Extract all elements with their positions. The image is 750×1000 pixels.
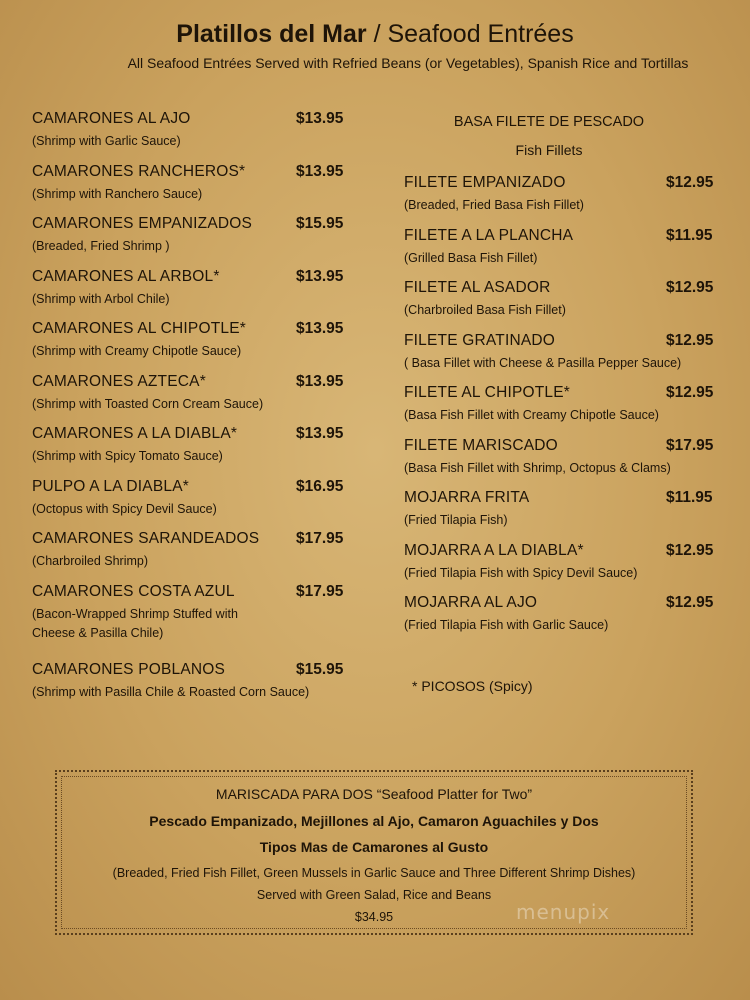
menu-item (32, 163, 362, 216)
item-price: $13.95 (296, 162, 344, 180)
item-name: FILETE MARISCADO (404, 436, 558, 454)
platter-description-line: (Breaded, Fried Fish Fillet, Green Mussels in Garlic Sauce and Three Different Shrimp Dishes) (112, 866, 636, 880)
item-name: MOJARRA FRITA (404, 489, 530, 506)
item-name: CAMARONES RANCHEROS* (32, 162, 246, 180)
platter-items-line: Pescado Empanizado, Mejillones al Ajo, Camaron Aguachiles y Dos (149, 813, 599, 829)
menu-item (32, 110, 362, 163)
item-name: FILETE EMPANIZADO (404, 174, 566, 191)
item-price: $15.95 (296, 660, 344, 678)
item-price: $11.95 (666, 226, 713, 244)
item-price: $12.95 (666, 594, 714, 611)
item-description: (Grilled Basa Fish Fillet) (404, 250, 538, 265)
item-description (32, 605, 362, 643)
platter-title-spanish: MARISCADA PARA DOS (215, 786, 373, 802)
shrimp-column (32, 110, 362, 713)
item-description: (Breaded, Fried Basa Fish Fillet) (404, 198, 584, 212)
menu-item (404, 332, 724, 385)
menu-item (32, 425, 362, 478)
platter-items (57, 808, 691, 860)
item-name: CAMARONES COSTA AZUL (32, 582, 235, 600)
item-name: CAMARONES SARANDEADOS (32, 530, 260, 547)
menu-item (32, 661, 362, 714)
menu-item (32, 583, 362, 661)
title-separator: / (366, 20, 388, 48)
item-price: $12.95 (666, 384, 714, 401)
item-price: $15.95 (296, 215, 344, 232)
spicy-legend: * PICOSOS (Spicy) (412, 678, 533, 694)
item-price: $17.95 (296, 582, 344, 600)
item-name: FILETE GRATINADO (404, 331, 556, 349)
item-name: MOJARRA AL AJO (404, 594, 538, 611)
menu-item (404, 437, 724, 490)
item-price: $12.95 (666, 541, 714, 559)
item-price: $13.95 (296, 267, 344, 285)
item-description: (Shrimp with Garlic Sauce) (32, 134, 181, 148)
item-price: $17.95 (296, 530, 344, 547)
platter-description-line: Served with Green Salad, Rice and Beans (256, 888, 492, 902)
item-description: (Fried Tilapia Fish) (404, 513, 508, 527)
item-description: (Shrimp with Ranchero Sauce) (32, 186, 203, 201)
item-price: $13.95 (296, 372, 344, 390)
item-description: (Octopus with Spicy Devil Sauce) (32, 501, 217, 516)
item-description: (Basa Fish Fillet with Creamy Chipotle Sauce) (404, 408, 659, 422)
item-description: (Shrimp with Arbol Chile) (32, 291, 170, 306)
fish-fillets-column (404, 114, 724, 647)
menu-item (32, 268, 362, 321)
menu-item (404, 174, 724, 227)
item-description-line: Cheese & Pasilla Chile) (32, 625, 164, 640)
menu-item (404, 489, 724, 542)
item-name: CAMARONES POBLANOS (32, 660, 226, 678)
menu-item (404, 227, 724, 280)
item-name: CAMARONES A LA DIABLA* (32, 425, 238, 442)
item-description: (Shrimp with Pasilla Chile & Roasted Corn Sauce) (32, 684, 310, 699)
item-name: CAMARONES AZTECA* (32, 372, 206, 390)
item-name: CAMARONES AL ARBOL* (32, 267, 220, 285)
page-title (0, 20, 750, 49)
menu-item (404, 279, 724, 332)
item-price: $13.95 (296, 320, 344, 337)
item-description: (Fried Tilapia Fish with Spicy Devil Sauce) (404, 565, 638, 580)
item-description-line: (Bacon-Wrapped Shrimp Stuffed with (32, 606, 238, 621)
item-price: $11.95 (666, 489, 713, 506)
platter-price: $34.95 (354, 910, 394, 924)
item-description: ( Basa Fillet with Cheese & Pasilla Pepper Sauce) (404, 355, 682, 370)
title-spanish: Platillos del Mar (176, 20, 367, 48)
item-name: CAMARONES EMPANIZADOS (32, 215, 253, 232)
menu-item (404, 384, 724, 437)
item-description: (Shrimp with Spicy Tomato Sauce) (32, 449, 223, 463)
item-name: FILETE AL ASADOR (404, 279, 551, 296)
watermark: menupix (516, 900, 611, 924)
item-price: $13.95 (296, 110, 344, 127)
section-subtitle: Fish Fillets (515, 142, 583, 158)
item-name: PULPO A LA DIABLA* (32, 477, 189, 495)
item-name: CAMARONES AL CHIPOTLE* (32, 320, 246, 337)
platter-title-english: “Seafood Platter for Two” (372, 786, 533, 802)
item-price: $16.95 (296, 477, 344, 495)
item-name: FILETE A LA PLANCHA (404, 226, 574, 244)
menu-item (404, 542, 724, 595)
item-price: $17.95 (666, 436, 714, 454)
title-english: Seafood Entrées (387, 20, 574, 48)
platter-items-line: Tipos Mas de Camarones al Gusto (259, 839, 489, 855)
item-description: (Charbroiled Shrimp) (32, 554, 149, 568)
menu-item (32, 530, 362, 583)
menu-item (32, 478, 362, 531)
platter-title (57, 786, 691, 802)
item-price: $12.95 (666, 174, 714, 191)
item-price: $12.95 (666, 331, 714, 349)
menu-item (32, 320, 362, 373)
item-description: (Shrimp with Creamy Chipotle Sauce) (32, 344, 242, 358)
menu-item (32, 215, 362, 268)
item-description: (Breaded, Fried Shrimp ) (32, 239, 170, 253)
item-description: (Shrimp with Toasted Corn Cream Sauce) (32, 396, 264, 411)
item-description: (Charbroiled Basa Fish Fillet) (404, 303, 566, 317)
item-price: $12.95 (666, 279, 714, 296)
item-description: (Fried Tilapia Fish with Garlic Sauce) (404, 618, 609, 632)
menu-item (404, 594, 724, 647)
item-name: CAMARONES AL AJO (32, 110, 191, 127)
item-description: (Basa Fish Fillet with Shrimp, Octopus & Clams) (404, 460, 671, 475)
section-title: BASA FILETE DE PESCADO (453, 114, 645, 130)
item-price: $13.95 (296, 425, 344, 442)
menu-item (32, 373, 362, 426)
item-name: FILETE AL CHIPOTLE* (404, 384, 571, 401)
item-name: MOJARRA A LA DIABLA* (404, 541, 584, 559)
page-subtitle: All Seafood Entrées Served with Refried Beans (or Vegetables), Spanish Rice and Tortillas (127, 55, 689, 71)
